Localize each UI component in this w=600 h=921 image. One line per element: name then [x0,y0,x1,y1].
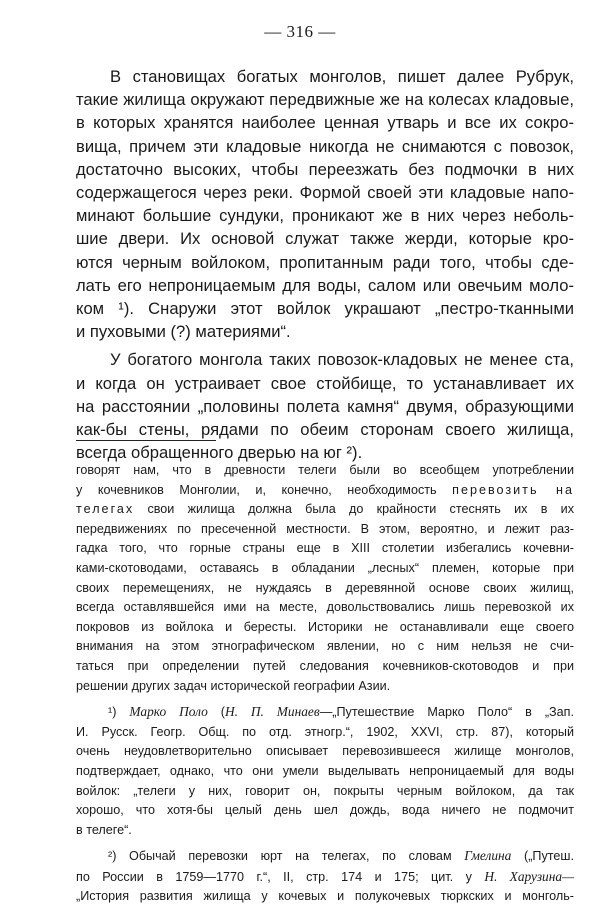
note-text: —„Путешествие Марко Поло“ в „Зап. [319,705,574,720]
main-line: В становищах богатых монголов, пишет далее Рубрук, [110,67,574,86]
note-line: говорят нам, что в древности телеги были во всеобщем употреблении [76,463,574,477]
footnote-1: ¹) Марко Поло (Н. П. Минаев—„Путешествие Марко Поло“ в „Зап. [108,704,574,720]
note-line: подтверждает, однако, что они умели выделывать непроницаемый для воды [76,763,574,778]
note-author: Гмелина [464,848,512,864]
note-editor: Н. П. Минаев [225,704,320,720]
main-line: вища, причем эти кладовые никогда не снимаются с повозок, [76,136,574,156]
main-line: на расстоянии „половины полета камня“ двумя, образующими [76,396,574,416]
note-text: свои жилища должна была до крайности стеснять их в их [147,502,574,517]
note-line: „История развития жилища у кочевых и полукочевых тюркских и монголь- [76,889,574,904]
note-author: Н. Харузина— [484,868,574,884]
main-line: как-бы стены, рядами по обеим сторонам своего жилища, [76,420,574,440]
footnotes [76,461,574,907]
main-line: лать его непроницаемым для воды, салом или овечьим моло- [76,275,574,295]
main-line: достаточно высоких, чтобы переезжать без подмочки в них [76,159,574,179]
main-line: ются черным войлоком, пропитанным ради того, чтобы сде- [76,252,574,272]
note-text: Обычай перевозки юрт на телегах, по словам [129,849,452,864]
main-line: и когда он устраивает свое стойбище, то устанавливает их [76,373,574,393]
note-line: ками-скотоводами, оставаясь в обладании „лесных“ племен, которые при [76,560,574,575]
page-number: — 316 — [264,22,336,41]
note-text: („Путеш. [524,849,575,864]
main-line: такие жилища окружают передвижные же на колесах кладовые, [76,90,574,110]
note-line: войлок: „телеги у них, говорит он, покрыты черным войлоком, да так [76,783,574,798]
main-line: в которых хранятся наиболее ценная утварь и все их сокро- [76,113,574,133]
note-line: своих перемещениях, не нуждаясь в деревянной основе своих жилищ, [76,580,574,595]
footnote-2 [76,846,574,867]
note-line: таться при определении путей следования кочевников-скотоводов и при [76,658,574,673]
note-line: решении других задач исторической географии Азии. [76,678,391,693]
note-line: внимания на этом этнографическом явлении, но с ним нельзя не счи- [76,639,574,654]
main-line: содержащегося через реки. Формой своей эти кладовые напо- [76,183,574,203]
note-line [76,481,574,501]
main-text [76,65,574,464]
note-line [76,867,574,888]
footnote-marker: ¹) [108,705,117,720]
note-line: И. Русск. Геогр. Общ. по отд. этногр.“, 1902, XXVI, стр. 87), который [76,724,574,739]
note-spaced-text: перевозить на [452,482,575,497]
main-line: ком ¹). Снаружи этот войлок украшают „пестро-тканными [76,299,574,319]
note-author: Марко Поло [129,704,208,720]
note-line: в телеге“. [76,822,132,837]
note-line: покровов из войлока и бересты. Историки не останавливали еще своего [76,619,574,634]
main-line: минают большие сундуки, проникают же в них через неболь- [76,206,574,226]
note-line: гадка того, что горные страны еще в XIII столетии избегались кочевни- [76,541,574,556]
note-line: передвижениях по пресеченной местности. В этом, вероятно, и лежит раз- [76,521,574,536]
note-line [76,500,574,520]
footnote-divider [76,440,216,441]
footnote-marker: ²) [108,849,117,864]
note-line: всегда оставлявшейся ими на месте, довольствовались лишь перевозкой их [76,600,574,615]
note-line: хорошо, что хотя-бы целый день шел дождь, вода ничего не подмочит [76,803,574,818]
main-line: У богатого монгола таких повозок-кладовых не менее ста, [110,350,574,370]
note-line: очень неудовлетворительно описывает перевозившееся жилище монголов, [76,744,574,759]
note-text: по России в 1759—1770 г.“, II, стр. 174 и 175; цит. у [76,869,472,884]
main-line: шие двери. Их основой служат также жерди, которые кро- [76,229,574,249]
main-line: и пуховыми (?) материями“. [76,322,291,342]
note-spaced-text: телегах [76,502,135,517]
note-text: у кочевников Монголии, и, конечно, необходимость [76,482,437,497]
main-line: всегда обращенного дверью на юг ²). [76,443,363,463]
